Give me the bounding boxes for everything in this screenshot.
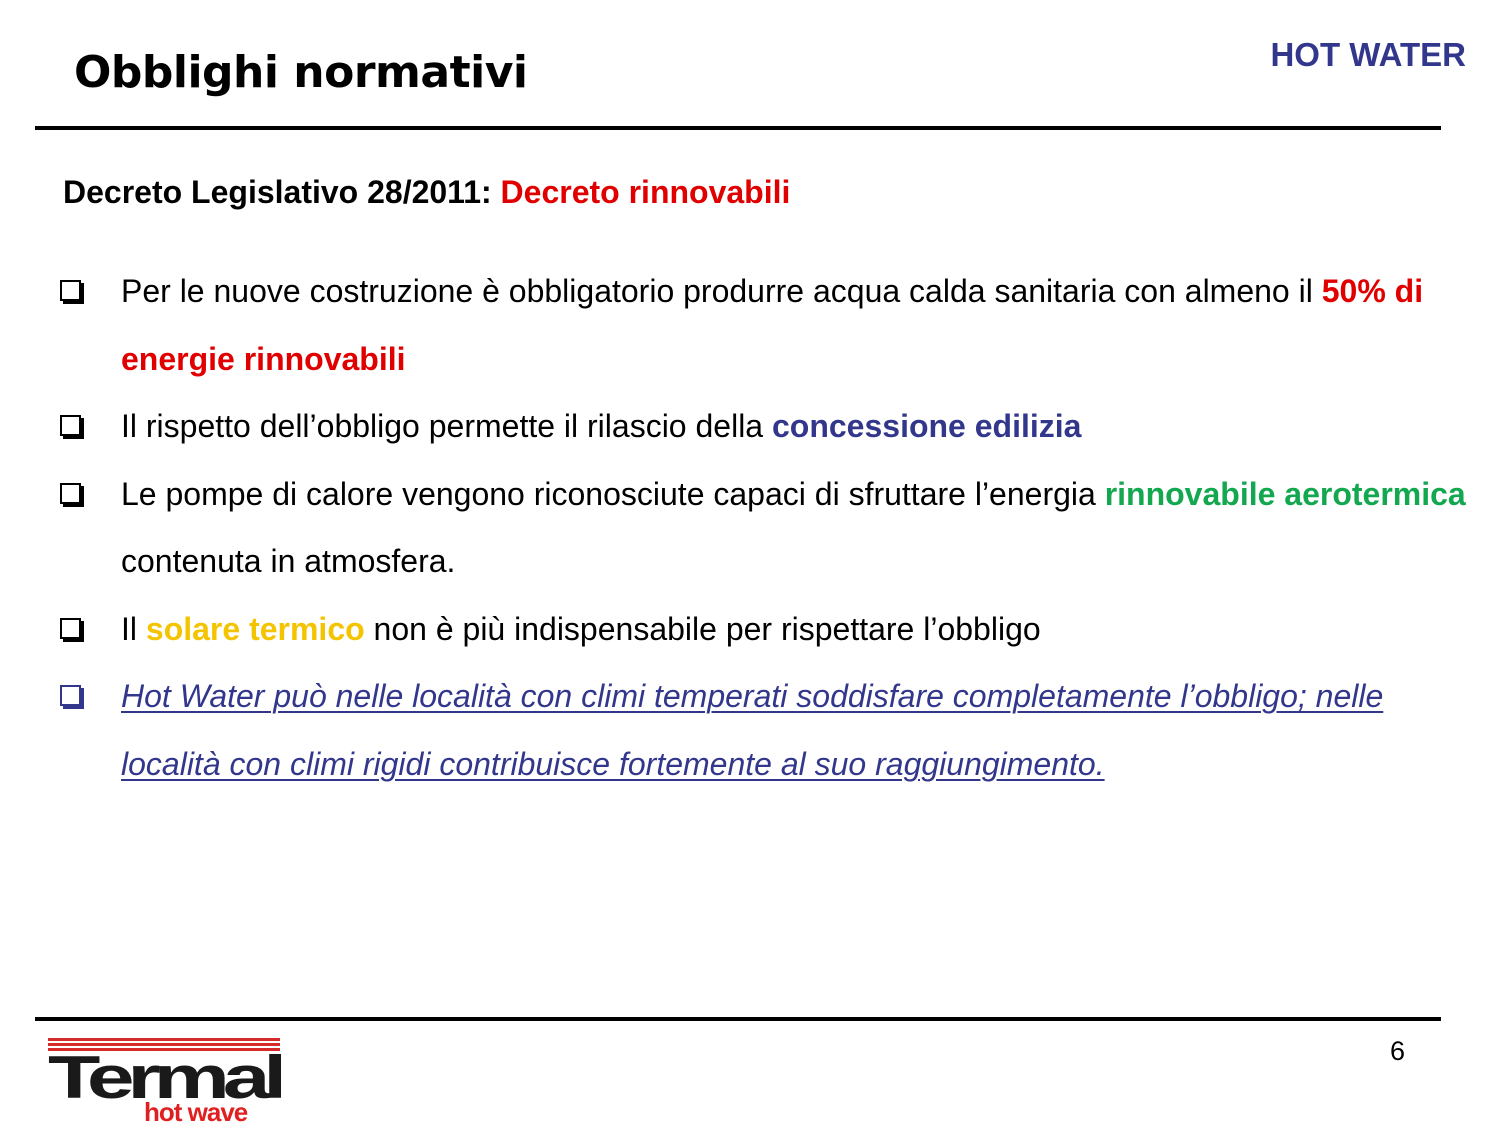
bullet-item — [60, 258, 1480, 393]
bullet-text: Il rispetto dell’obbligo permette il rilascio della — [121, 408, 772, 444]
bullet-highlight: concessione edilizia — [771, 408, 1082, 444]
decree-highlight: Decreto rinnovabili — [500, 174, 791, 210]
bullet-item — [60, 393, 1480, 461]
hot-water-note: Hot Water può nelle località con climi temperati soddisfare completamente l’obbligo; nelle località con climi rigidi contribuisce fortemente al suo raggiungimento. — [121, 678, 1384, 782]
checkbox-bullet-icon — [60, 280, 81, 301]
bullet-list — [60, 258, 1480, 798]
logo-tagline-text: hot wave — [144, 1097, 248, 1125]
checkbox-bullet-icon — [60, 483, 81, 504]
page-number: 6 — [1390, 1036, 1406, 1066]
bullet-item-note — [60, 663, 1480, 798]
bullet-text: Il — [121, 610, 146, 647]
bullet-highlight: solare termico — [145, 610, 365, 647]
termal-logo — [46, 1030, 286, 1125]
bullet-text: Le pompe di calore vengono riconosciute capaci di sfruttare l’energia — [121, 475, 1105, 512]
decree-subtitle — [63, 174, 790, 211]
checkbox-bullet-icon — [60, 415, 81, 436]
header-divider — [35, 126, 1441, 130]
footer-divider — [35, 1017, 1441, 1021]
bullet-highlight: rinnovabile aerotermica — [1104, 475, 1466, 512]
bullet-item — [60, 461, 1480, 596]
checkbox-bullet-icon — [60, 685, 81, 706]
bullet-highlight: 50% di energie rinnovabili — [121, 273, 1424, 377]
bullet-text: Per le nuove costruzione è obbligatorio produrre acqua calda sanitaria con almeno il — [121, 273, 1322, 309]
bullet-text-after: non è più indispensabile per rispettare l’obbligo — [364, 610, 1041, 647]
logo-brand-text: Termal — [48, 1044, 282, 1111]
decree-name: Decreto Legislativo 28/2011: — [63, 174, 501, 210]
brand-tag: HOT WATER — [1270, 36, 1466, 73]
slide-title: Obblighi normativi — [74, 47, 528, 98]
checkbox-bullet-icon — [60, 618, 81, 639]
bullet-text-after: contenuta in atmosfera. — [121, 543, 456, 579]
bullet-item — [60, 596, 1480, 664]
